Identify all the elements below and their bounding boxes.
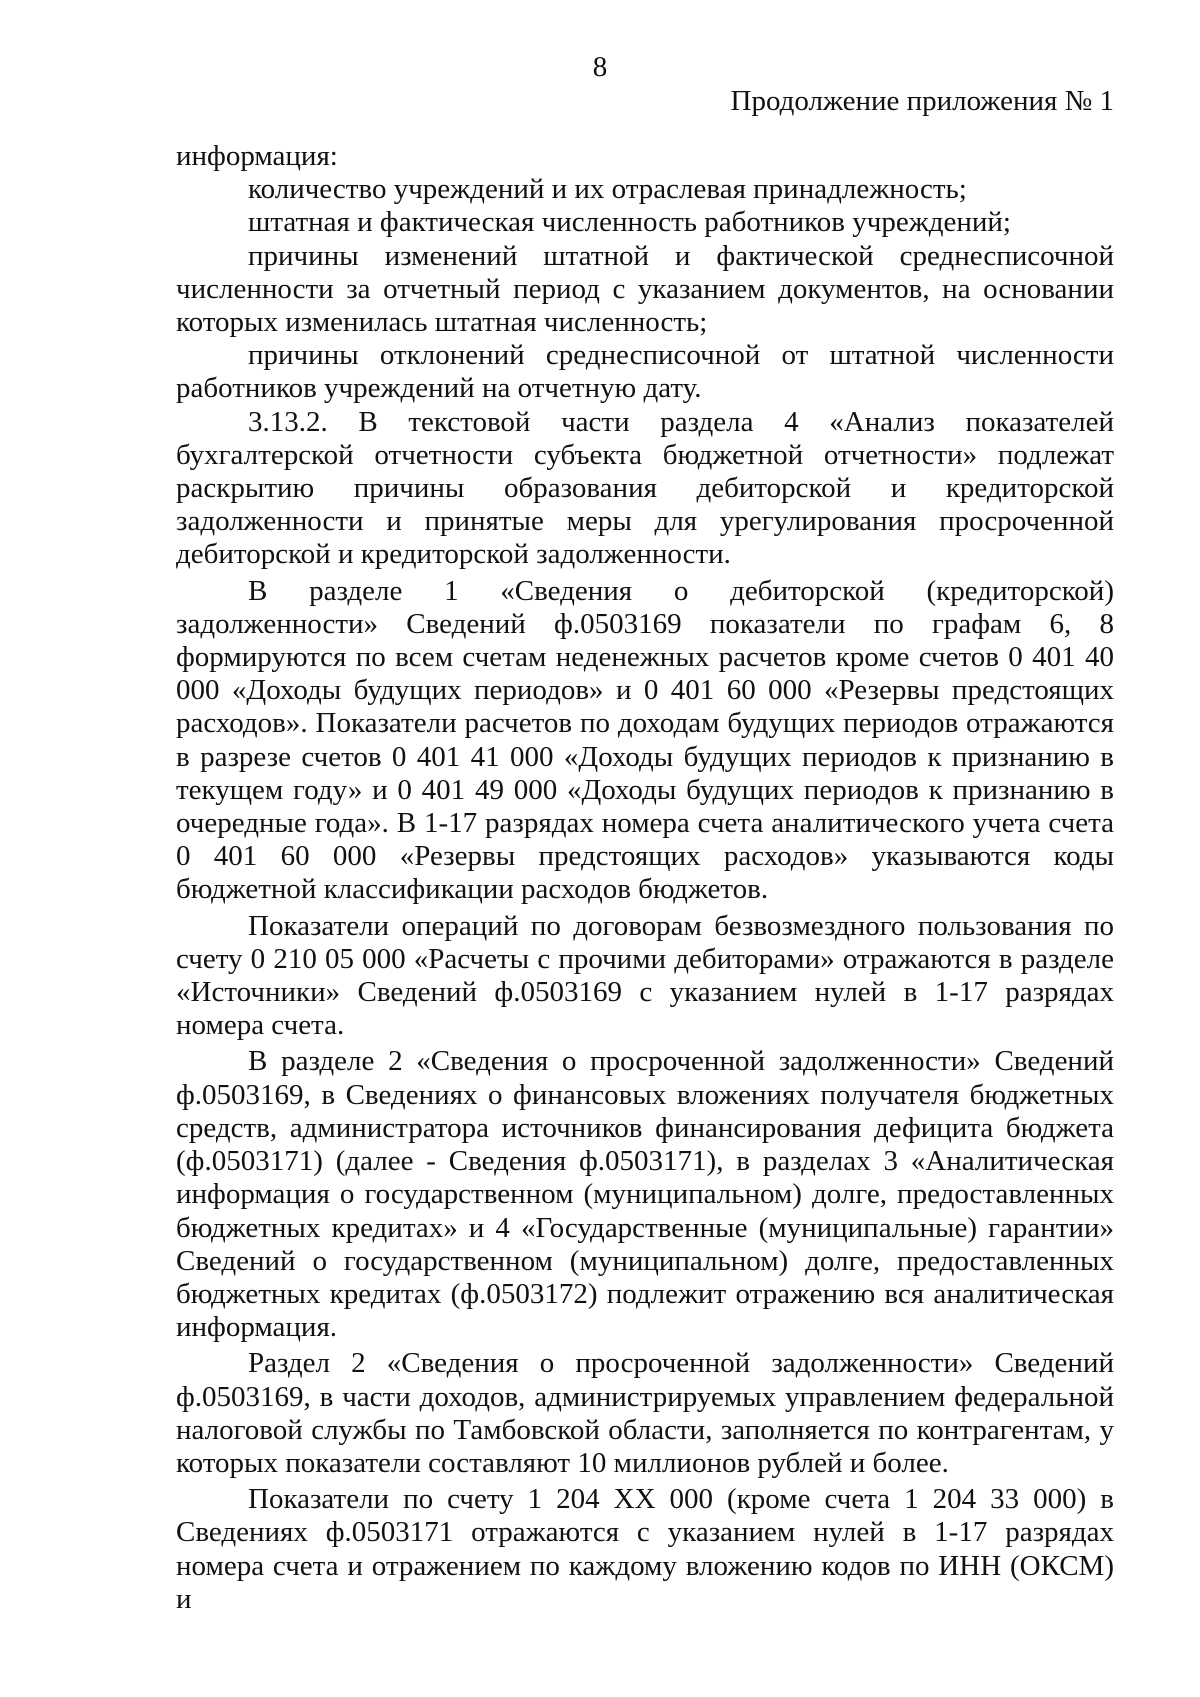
paragraph-information-heading: информация: xyxy=(176,140,338,172)
appendix-continuation-label: Продолжение приложения № 1 xyxy=(730,85,1114,117)
list-item-change-reasons: причины изменений штатной и фактической среднесписочной численности за отчетный период с указанием документов, на основании которых изменилась штатная численность; xyxy=(176,239,1114,339)
document-body xyxy=(176,140,1114,1616)
paragraph-section-1: В разделе 1 «Сведения о дебиторской (кредиторской) задолженности» Сведений ф.0503169 показатели по графам 6, 8 формируются по всем счетам неденежных расчетов кроме счетов 0 401 40 000 «Доходы будущих периодов» и 0 401 60 000 «Резервы предстоящих расходов». Показатели расчетов по доходам будущих периодов отражаются в разрезе счетов 0 401 41 000 «Доходы будущих периодов к признанию в текущем году» и 0 401 49 000 «Доходы будущих периодов к признанию в очередные года». В 1-17 разрядах номера счета аналитического учета счета 0 401 60 000 «Резервы предстоящих расходов» указываются коды бюджетной классификации расходов бюджетов. xyxy=(176,574,1114,906)
paragraph-3-13-2: 3.13.2. В текстовой части раздела 4 «Анализ показателей бухгалтерской отчетности субъекта бюджетной отчетности» подлежат раскрытию причины образования дебиторской и кредиторской задолженности и принятые меры для урегулирования просроченной дебиторской и кредиторской задолженности. xyxy=(176,405,1114,571)
paragraph-section-2-overdue: В разделе 2 «Сведения о просроченной задолженности» Сведений ф.0503169, в Сведениях о финансовых вложениях получателя бюджетных средств, администратора источников финансирования дефицита бюджета (ф.0503171) (далее - Сведения ф.0503171), в разделах 3 «Аналитическая информация о государственном (муниципальном) долге, предоставленных бюджетных кредитах» и 4 «Государственные (муниципальные) гарантии» Сведений о государственном (муниципальном) долге, предоставленных бюджетных кредитах (ф.0503172) подлежит отражению вся аналитическая информация. xyxy=(176,1045,1114,1344)
page-number: 8 xyxy=(592,51,608,83)
paragraph-tax-service-section: Раздел 2 «Сведения о просроченной задолженности» Сведений ф.0503169, в части доходов, администрируемых управлением федеральной налоговой службы по Тамбовской области, заполняется по контрагентам, у которых показатели составляют 10 миллионов рублей и более. xyxy=(176,1347,1114,1479)
list-item-deviation-reasons: причины отклонений среднесписочной от штатной численности работников учреждений на отчетную дату. xyxy=(176,339,1114,405)
list-item-staff-numbers: штатная и фактическая численность работников учреждений; xyxy=(248,206,1011,239)
paragraph-account-1-204: Показатели по счету 1 204 XX 000 (кроме счета 1 204 33 000) в Сведениях ф.0503171 отражаются с указанием нулей в 1-17 разрядах номера счета и отражением по каждому вложению кодов по ИНН (ОКСМ) и xyxy=(176,1483,1114,1615)
list-item-institutions-count: количество учреждений и их отраслевая принадлежность; xyxy=(248,173,967,206)
paragraph-free-use-operations: Показатели операций по договорам безвозмездного пользования по счету 0 210 05 000 «Расчеты с прочими дебиторами» отражаются в разделе «Источники» Сведений ф.0503169 с указанием нулей в 1-17 разрядах номера счета. xyxy=(176,909,1114,1042)
